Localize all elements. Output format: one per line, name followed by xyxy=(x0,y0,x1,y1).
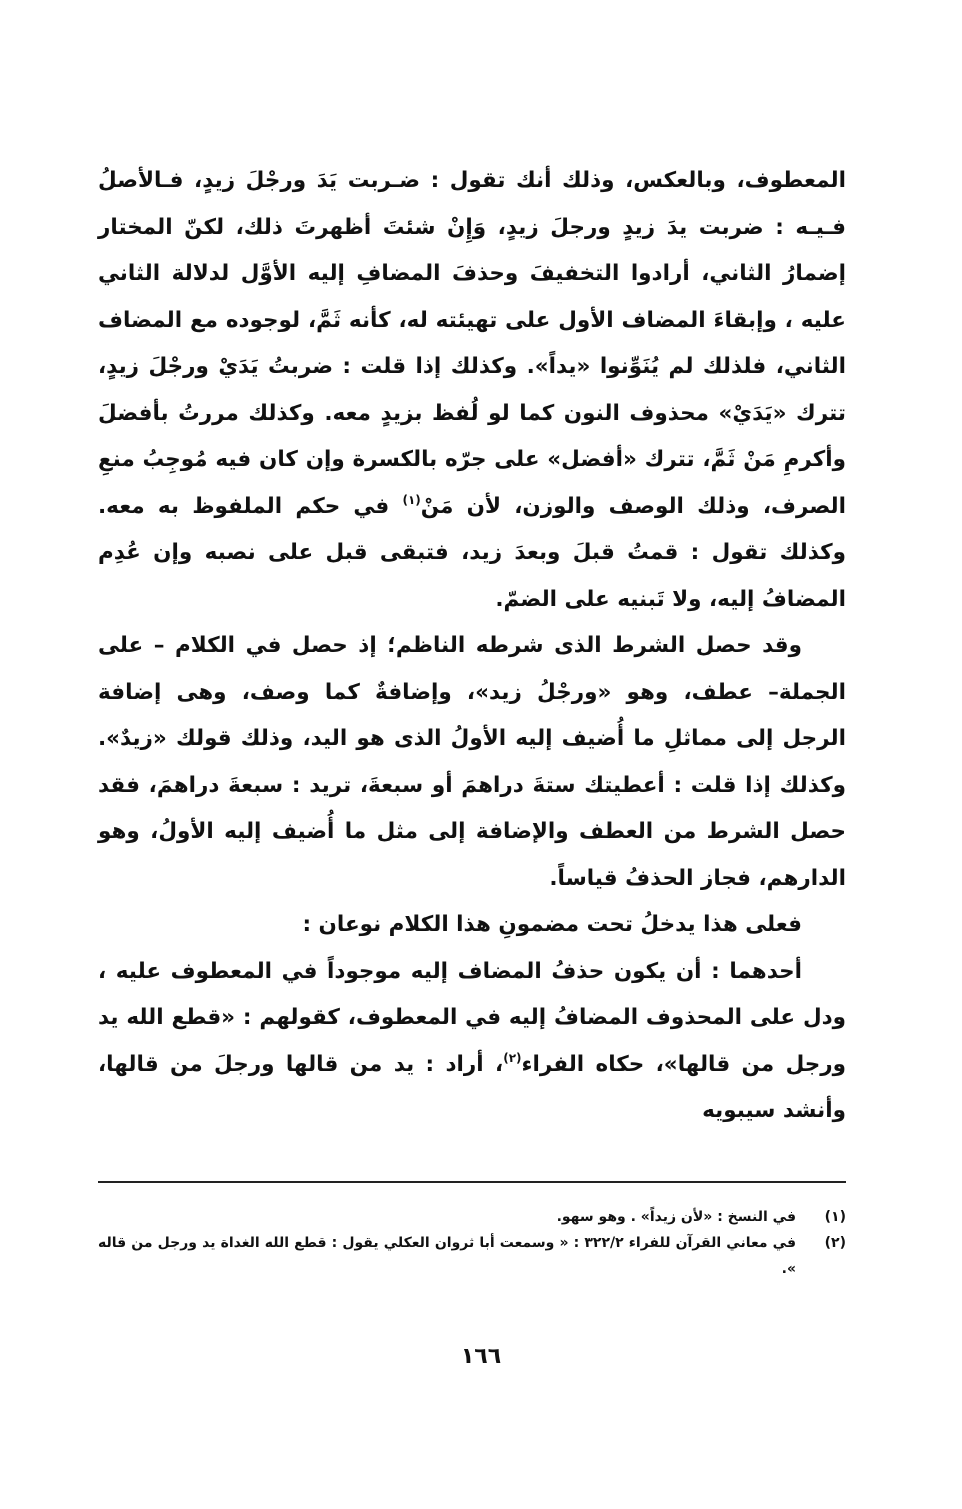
paragraph-4 xyxy=(98,949,846,1135)
footnote-ref-1: (١) xyxy=(402,492,421,507)
footnote-1 xyxy=(98,1204,846,1230)
paragraph-1-part-2: في حكم الملفوظ به معه. وكذلك تقول : قمتُ قبلَ وبعدَ زيد، فتبقى قبل على نصبه وإن عُدِم المضافُ إليه، ولا تَبنيه على الضمّ. xyxy=(98,493,846,612)
paragraph-1 xyxy=(98,158,846,623)
footnote-2-text: في معاني القرآن للفراء ٣٢٢/٢ : « وسمعت أبا ثروان العكلي يقول : قطع الله الغداة يد ورجل من قاله ». xyxy=(98,1235,796,1277)
footnote-1-text: في النسخ : «لأن زيداً» . وهو سهو. xyxy=(556,1209,796,1225)
footnote-2 xyxy=(98,1230,846,1282)
main-text xyxy=(98,158,846,1135)
footnote-separator xyxy=(98,1181,846,1183)
paragraph-1-part-1: المعطوف، وبالعكس، وذلك أنك تقول : ضـربت يَدَ ورجْلَ زيدٍ، فـالأصلُ فـيـه : ضربت يدَ زيدٍ ورجلَ زيدٍ، وَإِنْ شئتَ أظهرتَ ذلك، لكنّ المختار إضمارُ الثاني، أرادوا التخفيفَ وحذفَ المضافِ إليه الأوَّل لدلالة الثاني عليه ، وإبقاءَ المضاف الأول على تهيئته له، كأنه ثَمَّ، لوجوده مع المضاف الثاني، فلذلك لم يُنَوِّنوا «يداً». وكذلك إذا قلت : ضربتُ يَدَيْ ورجْلَ زيدٍ، تترك «يَدَيْ» محذوف النون كما لو لُفظ بزيدٍ معه. وكذلك مررتُ بأفضلَ وأكرمِ مَنْ ثَمَّ، تترك «أفضل» على جرّه بالكسرة وإن كان فيه مُوجِبُ منعِ الصرف، وذلك الوصف والوزن، لأن مَنْ xyxy=(98,168,846,519)
footnotes xyxy=(98,1204,846,1282)
footnote-1-number: (١) xyxy=(824,1209,846,1225)
footnote-ref-2: (٢) xyxy=(503,1050,522,1065)
body-text xyxy=(98,158,846,1135)
paragraph-3: فعلى هذا يدخلُ تحت مضمونِ هذا الكلام نوعان : xyxy=(302,912,802,937)
paragraph-2: وقد حصل الشرط الذى شرطه الناظم؛ إذ حصل في الكلام – على الجملة– عطف، وهو «ورجْلُ زيد»، وإضافةٌ كما وصف، وهى إضافة الرجل إلى مماثلِ ما أُضيف إليه الأولُ الذى هو اليد، وذلك قولك «زيدٌ». وكذلك إذا قلت : أعطيتك ستةَ دراهمَ أو سبعةَ، تريد : سبعةَ دراهمَ، فقد حصل الشرط من العطف والإضافة إلى مثل ما أُضيف إليه الأولُ، وهو الدارهم، فجاز الحذفُ قياساً. xyxy=(98,633,846,891)
footnote-2-number: (٢) xyxy=(824,1235,846,1251)
page-number: ١٦٦ xyxy=(460,1344,502,1369)
paragraph-4-part-2: ، أراد : يد من قالها ورجلَ من قالها، وأنشد سيبويه xyxy=(98,1051,846,1123)
paragraph-4-part-1: أحدهما : أن يكون حذفُ المضاف إليه موجوداً في المعطوف عليه ، ودل على المحذوف المضافُ إليه في المعطوف، كقولهم : «قطع الله يد ورجل من قالها»، حكاه الفراء xyxy=(98,958,846,1077)
